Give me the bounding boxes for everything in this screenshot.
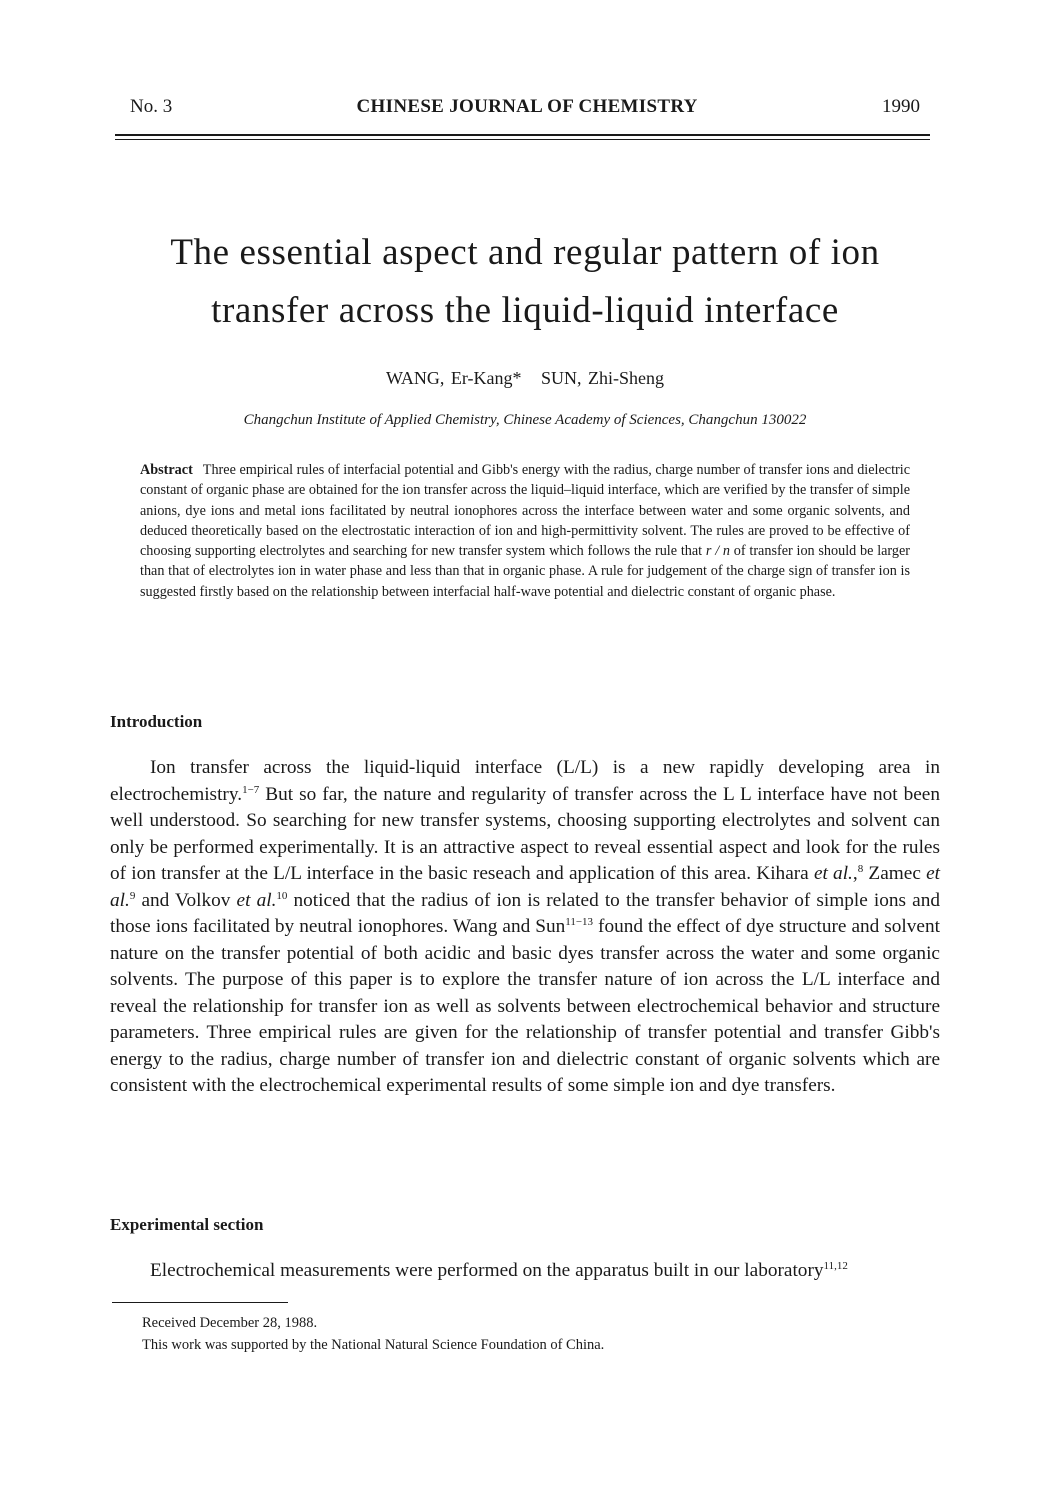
- footnote-rule: [112, 1302, 288, 1303]
- citation-ref: 11,12: [823, 1260, 848, 1272]
- experimental-paragraph: Electrochemical measurements were performed on the apparatus built in our laboratory$^{11,12}$: [150, 1260, 848, 1281]
- abstract: [140, 460, 910, 602]
- funding-note: This work was supported by the National Natural Science Foundation of China.: [142, 1337, 605, 1353]
- citation-ref: 11−13: [565, 916, 594, 928]
- abstract-label: Abstract: [140, 462, 193, 478]
- abstract-text-2: of transfer ion should be larger than that of electrolytes ion in water phase and less than that in organic phase. A rule for judgement of the charge sign of transfer ion is suggested firstly based on the relationship between interfacial half-wave potential and dielectric constant of organic phase.: [140, 543, 911, 600]
- citation-ref: 8: [857, 863, 864, 875]
- journal-name: CHINESE JOURNAL OF CHEMISTRY: [356, 96, 698, 117]
- issue-number: No. 3: [130, 96, 173, 117]
- citation-ref: 1−7: [242, 783, 260, 796]
- citation-ref: 9: [129, 889, 136, 902]
- footnotes: [142, 1312, 902, 1356]
- title-line-1: The essential aspect and regular pattern of ion: [170, 232, 880, 273]
- author-affiliation: Changchun Institute of Applied Chemistry, Chinese Academy of Sciences, Changchun 130022: [243, 412, 807, 428]
- introduction-paragraph: Ion transfer across the liquid-liquid interface (L/L) is a new rapidly developing area in electrochemistry.$^{1-7}$ But so far, the nature and regularity of transfer across the L L interface have not been well understood. So searching for new transfer systems, choosing supporting electrolytes and solvent can only be performed experimentally. It is an attractive aspect to reveal essential aspect and look for the rules of ion transfer at the L/L interface in the basic reseach and application of this area. Kihara et al.,$^8$ Zamec et al.$^9$ and Volkov et al.$^{10}$ noticed that the radius of ion is related to the transfer behavior of simple ions and those ions facilitated by neutral ionophores. Wang and Sun$^{11-13}$ found the effect of dye structure and solvent nature on the transfer potential of both acidic and basic dyes transfer across the water and some organic solvents. The purpose of this paper is to explore the transfer nature of ion across the L/L interface and reveal the relationship for transfer ion as well as solvents between electrochemical behavior and structure parameters. Three empirical rules are given for the relationship of transfer potential and transfer Gibb's energy to the radius, charge number of transfer ion and dielectric constant of organic solvents which are consistent with the electrochemical experimental results of some simple ion and dye transfers.: [110, 757, 941, 1096]
- citation-ref: 10: [276, 889, 288, 902]
- article-title: [100, 224, 950, 340]
- received-date: Received December 28, 1988.: [142, 1315, 318, 1331]
- header-rule-thick: [115, 134, 930, 136]
- header-rule-thin: [115, 139, 930, 140]
- publication-year: 1990: [882, 96, 920, 117]
- experimental-heading: Experimental section: [110, 1215, 264, 1234]
- running-header: [130, 96, 920, 118]
- author-list: WANG, Er-Kang* SUN, Zhi-Sheng: [385, 368, 665, 388]
- abstract-formula: r / n: [705, 543, 731, 560]
- title-line-2: transfer across the liquid-liquid interface: [211, 290, 839, 331]
- abstract-text-1: Three empirical rules of interfacial potential and Gibb's energy with the radius, charge number of transfer ions and dielectric constant of organic phase are obtained for the ion transfer across the liquid–liquid interface, which are verified by the transfer of simple anions, dye ions and metal ions facilitated by neutral ionophores across the interface between water and some organic solvents, and deduced theoretically based on the electrostatic interaction of ion and high-permittivity solvent. The rules are proved to be effective of choosing supporting electrolytes and searching for new transfer system which follows the rule that: [140, 462, 910, 560]
- introduction-heading: Introduction: [110, 712, 203, 731]
